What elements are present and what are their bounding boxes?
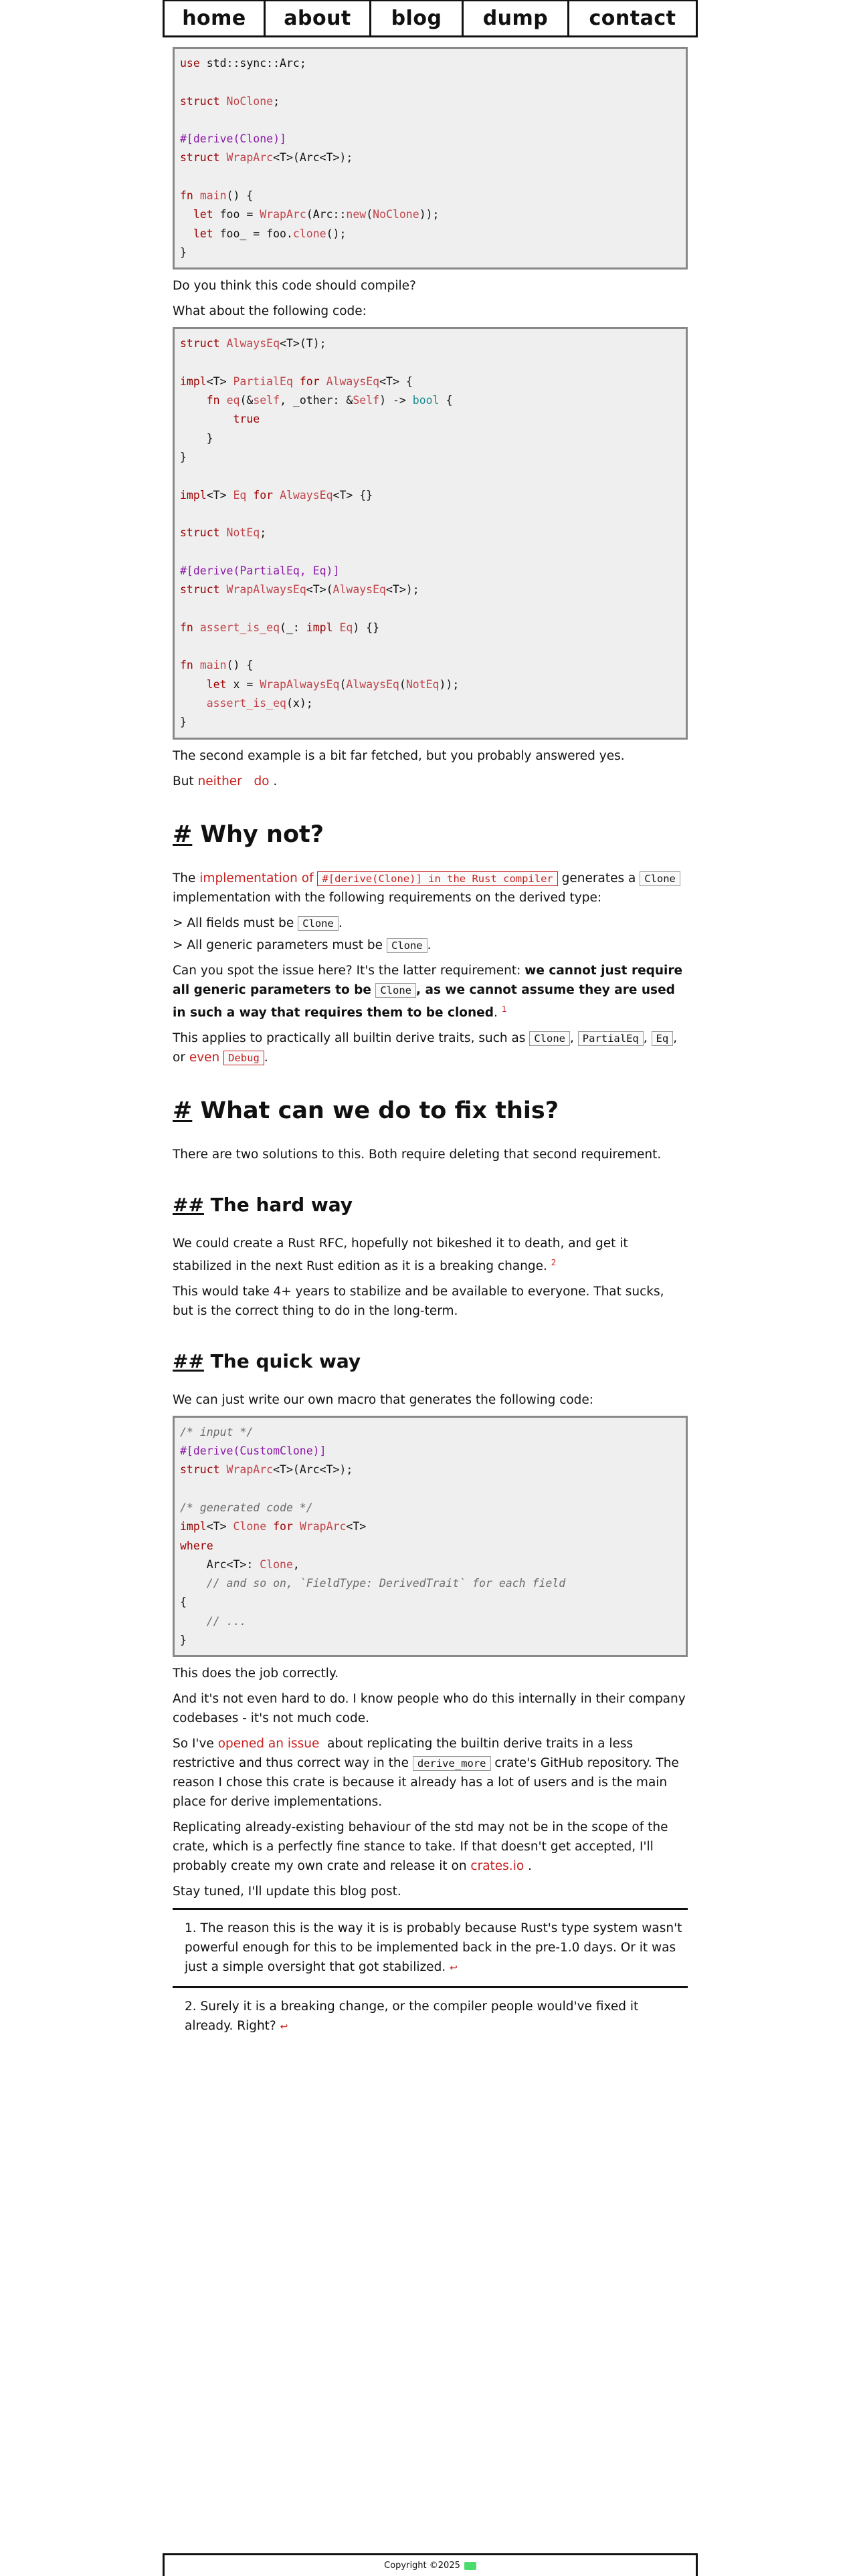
heading-anchor[interactable]: ## (173, 1350, 204, 1372)
even-debug-link[interactable]: even Debug (189, 1051, 264, 1065)
inline-code-derive-clone: #[derive(Clone)] in the Rust compiler (317, 871, 557, 886)
paragraph-second-example: The second example is a bit far fetched, but you probably answered yes. (173, 748, 625, 763)
heading-why-not: # Why not? (173, 821, 324, 848)
code-block-noclone: use std::sync::Arc; struct NoClone; #[derive(Clone)] struct WrapArc<T>(Arc<T>); fn main() { let foo = WrapArc(Arc::new(NoClone)); let foo_ = foo.clone(); } (173, 47, 688, 270)
nav-about-link[interactable]: about (266, 1, 371, 35)
heading-anchor[interactable]: # (173, 1097, 193, 1124)
footer (163, 2553, 698, 2576)
footnote-2: 2. Surely it is a breaking change, or the compiler people would've fixed it already. Right? ↩ (185, 2000, 639, 2034)
list-item: > All fields must be Clone . (173, 916, 343, 930)
code-block-alwayseq: struct AlwaysEq<T>(T); impl<T> PartialEq for AlwaysEq<T> { fn eq(&self, _other: &Self) -> bool { true } } impl<T> Eq for AlwaysEq<T> {} struct NotEq; #[derive(PartialEq, Eq)] struct WrapAlwaysEq<T>(AlwaysEq<T>); fn assert_is_eq(_: impl Eq) {} fn main() { let x = WrapAlwaysEq(AlwaysEq(NotEq)); assert_is_eq(x); } (173, 327, 688, 739)
article (173, 47, 688, 2045)
nav-contact-link[interactable]: contact (589, 7, 676, 30)
crates-io-link[interactable]: crates.io (470, 1859, 524, 1874)
paragraph-job: This does the job correctly. (173, 1667, 339, 1681)
list-item: > All generic parameters must be Clone . (173, 938, 432, 952)
paragraph-rfc: We could create a Rust RFC, hopefully not bikeshed it to death, and get it stabilized in the next Rust edition as it is a breaking change. $^2$ (173, 1236, 628, 1273)
paragraph-compile-question: Do you think this code should compile? (173, 279, 416, 294)
nav-dump-link[interactable]: dump (464, 1, 569, 35)
paragraph-years: This would take 4+ years to stabilize and be available to everyone. That sucks, but is the correct thing to do in the long-term. (173, 1284, 664, 1318)
paragraph-spot-issue: Can you spot the issue here? It's the latter requirement: we cannot just require all generic parameters to be Clone , as we cannot assume they are used in such a way that requires them to be cloned. $^1$ (173, 963, 683, 1020)
footnote-backref-2[interactable]: ↩ (280, 2022, 288, 2033)
nav-home-link[interactable]: home (165, 1, 266, 35)
footnote-ref-1[interactable]: 1 (501, 1004, 507, 1014)
paragraph-stay-tuned: Stay tuned, I'll update this blog post. (173, 1885, 401, 1899)
footnotes (173, 1908, 688, 2045)
heading-anchor[interactable]: # (173, 821, 193, 848)
neither-link[interactable]: neither (197, 774, 242, 788)
do-link[interactable]: do (254, 774, 270, 788)
paragraph-but-neither: But neither do . (173, 774, 278, 788)
implementation-link[interactable]: implementation of #[derive(Clone)] in the Rust compiler (199, 871, 557, 885)
paragraph-not-hard: And it's not even hard to do. I know people who do this internally in their company codebases - it's not much code. (173, 1692, 686, 1726)
paragraph-replicating: Replicating already-existing behaviour of the std may not be in the scope of the crate, which is a perfectly fine stance to take. If that doesn't get accepted, I'll probably create my own crate and release it on crates.io . (173, 1820, 668, 1874)
paragraph-issue: So I've opened an issue about replicating the builtin derive traits in a less restrictive and thus correct way in the derive_more crate's GitHub repository. The reason I chose this crate is because it already has a lot of users and is the main place for derive implementations. (173, 1737, 679, 1810)
requirements-list (173, 914, 688, 955)
heading-anchor[interactable]: ## (173, 1193, 204, 1216)
footnote-1: 1. The reason this is the way it is is probably because Rust's type system wasn't powerful enough for this to be implemented back in the pre-1.0 days. Or it was just a simple oversight that got stabilized. ↩ (173, 1910, 688, 1988)
paragraph-two-solutions: There are two solutions to this. Both require deleting that second requirement. (173, 1147, 662, 1162)
nav-blog-link[interactable]: blog (371, 1, 464, 35)
leaf-icon (464, 2562, 476, 2570)
paragraph-implementation: The implementation of #[derive(Clone)] in the Rust compiler generates a Clone implementation with the following requirements on the derived type: (173, 869, 688, 907)
copyright-text: Copyright ©2025 (384, 2561, 460, 2571)
footnote-ref-2[interactable]: 2 (551, 1257, 557, 1267)
heading-fix: # What can we do to fix this? (173, 1097, 559, 1124)
top-nav (163, 0, 698, 37)
paragraph-what-about: What about the following code: (173, 304, 367, 319)
inline-code-clone: Clone (640, 871, 680, 886)
heading-quick-way: ## The quick way (173, 1350, 361, 1372)
code-block-customclone: /* input */ #[derive(CustomClone)] struct WrapArc<T>(Arc<T>); /* generated code */ impl<T> Clone for WrapArc<T> where Arc<T>: Clone, // and so on, `FieldType: DerivedTrait` for each field { // ... } (173, 1416, 688, 1658)
paragraph-applies: This applies to practically all builtin derive traits, such as Clone , PartialEq , Eq , or even Debug . (173, 1031, 678, 1065)
footnote-backref-1[interactable]: ↩ (450, 1963, 458, 1974)
paragraph-macro: We can just write our own macro that generates the following code: (173, 1392, 594, 1407)
opened-issue-link[interactable]: opened an issue (217, 1737, 320, 1751)
heading-hard-way: ## The hard way (173, 1193, 353, 1216)
